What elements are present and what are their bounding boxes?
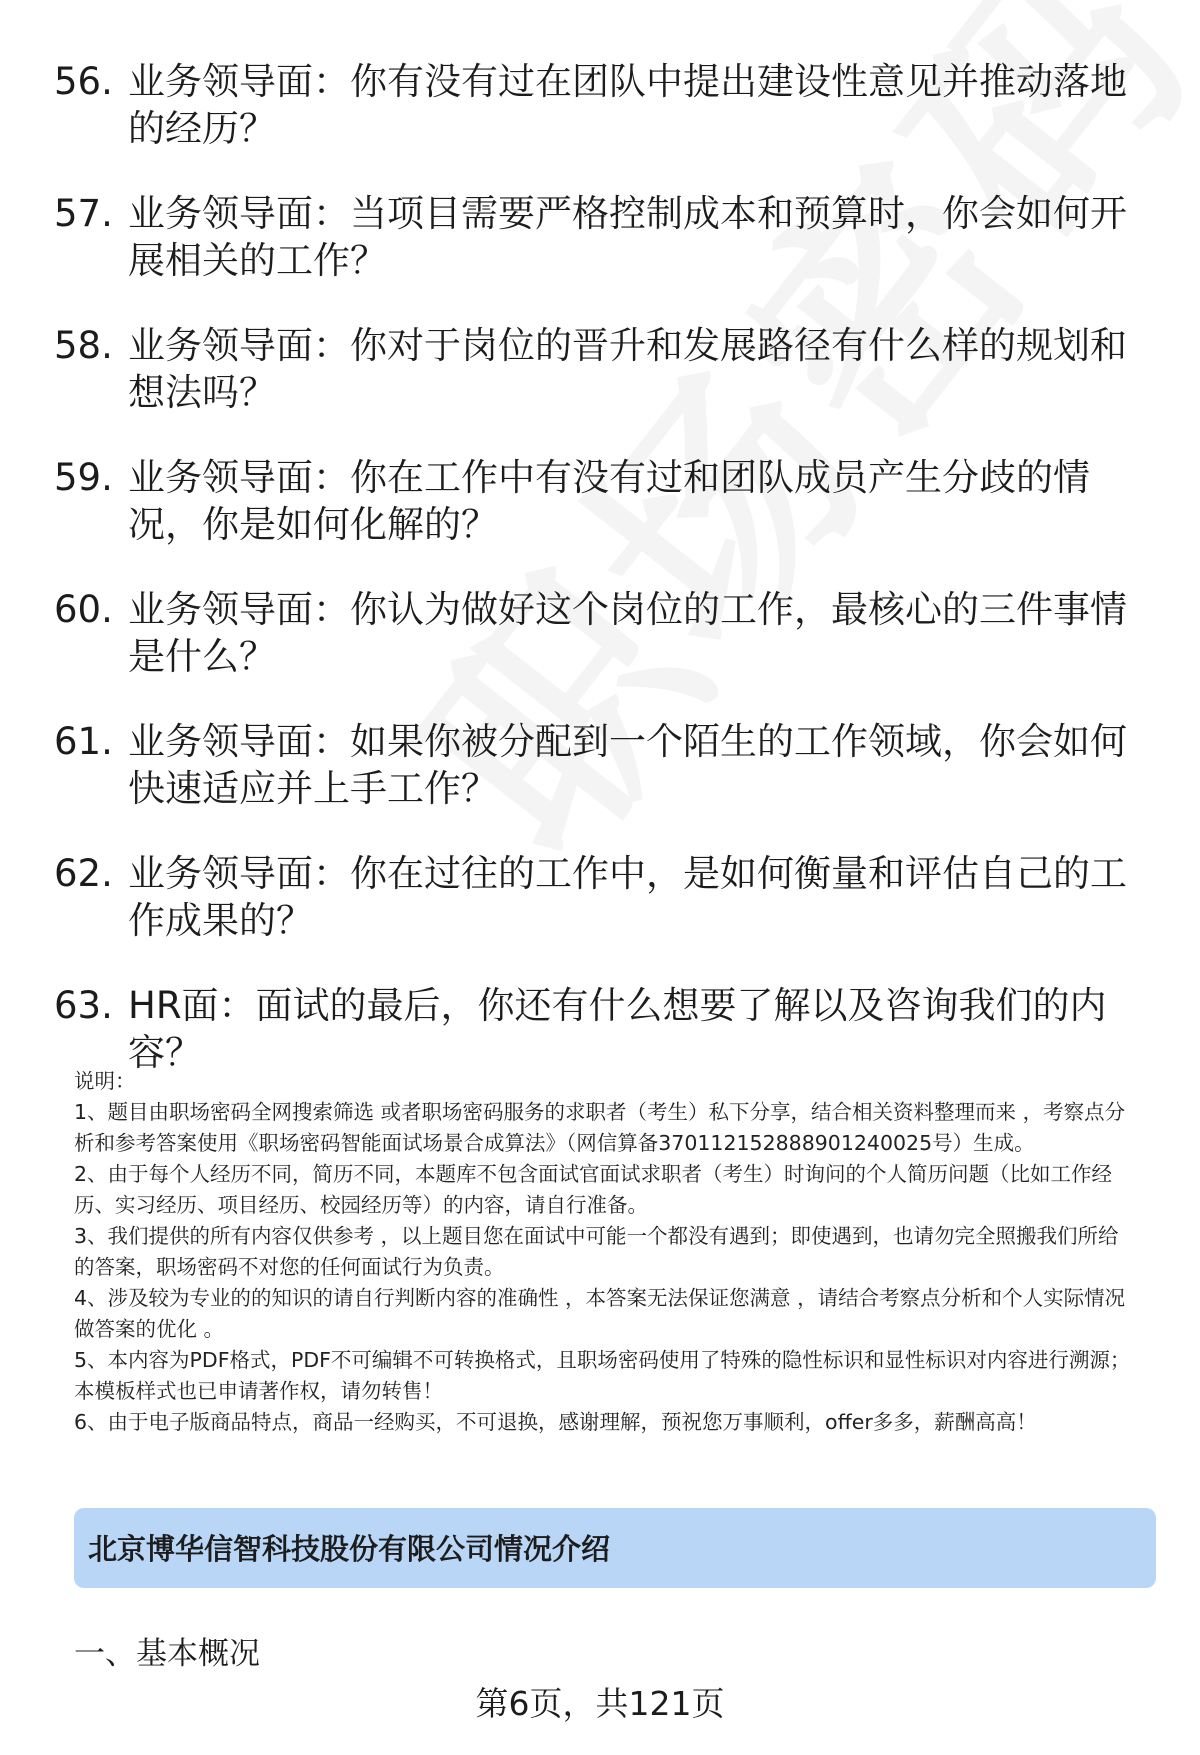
question-text: 业务领导面：你认为做好这个岗位的工作，最核心的三件事情是什么？	[128, 588, 1127, 678]
question-number: 62.	[54, 852, 113, 895]
question-text: 业务领导面：你在工作中有没有过和团队成员产生分歧的情况，你是如何化解的？	[128, 456, 1090, 546]
section-title: 北京博华信智科技股份有限公司情况介绍	[88, 1532, 611, 1566]
question-item	[0, 718, 1200, 850]
question-number: 61.	[54, 720, 113, 763]
page-number: 第6页，共121页	[475, 1684, 725, 1723]
question-item	[0, 190, 1200, 322]
question-text: 业务领导面：你有没有过在团队中提出建设性意见并推动落地的经历？	[128, 60, 1127, 150]
question-text: 业务领导面：你在过往的工作中，是如何衡量和评估自己的工作成果的？	[128, 852, 1127, 942]
question-item	[0, 586, 1200, 718]
question-number: 56.	[54, 60, 113, 103]
question-item	[0, 58, 1200, 190]
note-item: 4、涉及较为专业的的知识的请自行判断内容的准确性 ，本答案无法保证您满意 ，请结合考察点分析和个人实际情况做答案的优化 。	[74, 1286, 1126, 1341]
question-number: 63.	[54, 984, 113, 1027]
notes-block	[74, 1066, 1134, 1438]
note-item: 6、由于电子版商品特点，商品一经购买，不可退换，感谢理解，预祝您万事顺利，offer多多，薪酬高高！	[74, 1410, 1037, 1434]
question-number: 58.	[54, 324, 113, 367]
question-list	[0, 58, 1200, 1114]
note-item: 1、题目由职场密码全网搜索筛选 或者职场密码服务的求职者（考生）私下分享，结合相关资料整理而来 ，考察点分析和参考答案使用《职场密码智能面试场景合成算法》（网信算备370112152888901240025号）生成。	[74, 1100, 1126, 1155]
notes-title: 说明：	[74, 1069, 136, 1093]
question-item	[0, 322, 1200, 454]
question-item	[0, 850, 1200, 982]
question-number: 60.	[54, 588, 113, 631]
section-header	[74, 1508, 1156, 1588]
question-text: 业务领导面：当项目需要严格控制成本和预算时，你会如何开展相关的工作？	[128, 192, 1127, 282]
note-item: 2、由于每个人经历不同，简历不同，本题库不包含面试官面试求职者（考生）时询问的个人简历问题（比如工作经历、实习经历、项目经历、校园经历等）的内容，请自行准备。	[74, 1162, 1113, 1217]
subheading: 一、基本概况	[74, 1636, 260, 1672]
question-text: 业务领导面：你对于岗位的晋升和发展路径有什么样的规划和想法吗？	[128, 324, 1127, 414]
question-item	[0, 454, 1200, 586]
note-item: 3、我们提供的所有内容仅供参考 ，以上题目您在面试中可能一个都没有遇到；即使遇到，也请勿完全照搬我们所给的答案，职场密码不对您的任何面试行为负责。	[74, 1224, 1119, 1279]
note-item: 5、本内容为PDF格式，PDF不可编辑不可转换格式，且职场密码使用了特殊的隐性标识和显性标识对内容进行溯源；本模板样式也已申请著作权，请勿转售！	[74, 1348, 1131, 1403]
question-text: HR面：面试的最后，你还有什么想要了解以及咨询我们的内容？	[128, 984, 1107, 1074]
question-number: 59.	[54, 456, 113, 499]
question-number: 57.	[54, 192, 113, 235]
question-text: 业务领导面：如果你被分配到一个陌生的工作领域，你会如何快速适应并上手工作？	[128, 720, 1127, 810]
